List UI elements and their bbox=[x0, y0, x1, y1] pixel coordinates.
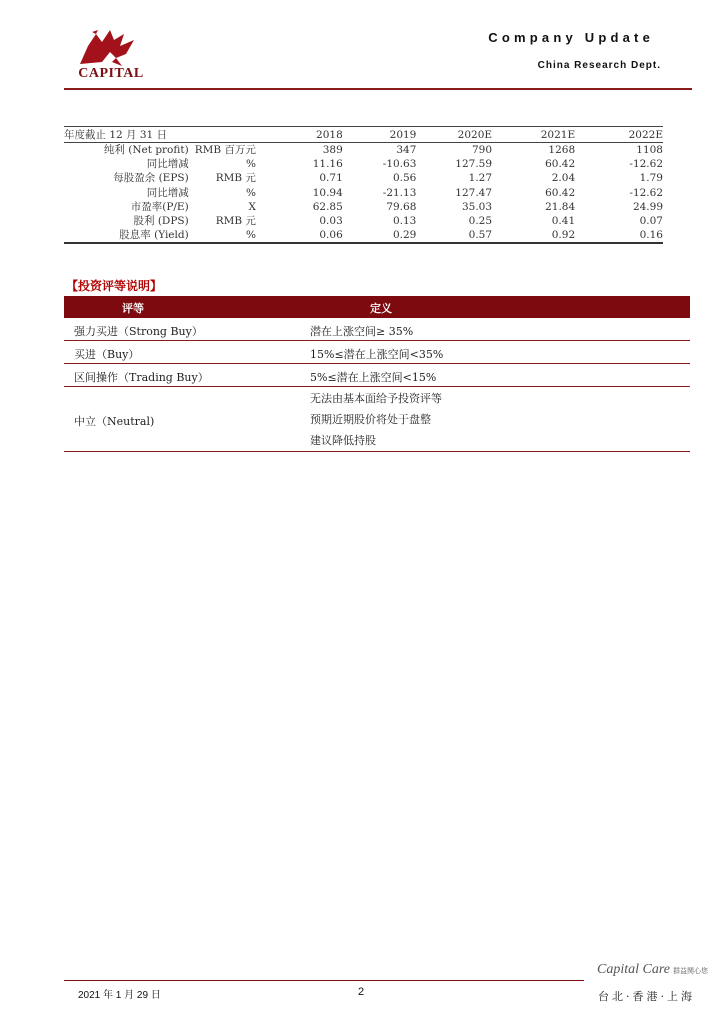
table-cell: 0.41 bbox=[551, 215, 576, 228]
table-cell: 62.85 bbox=[312, 200, 343, 213]
table-cell: -12.62 bbox=[629, 158, 663, 171]
rating-definition: 无法由基本面给予投资评等 bbox=[310, 392, 442, 405]
row-label: 股利 (DPS) bbox=[133, 215, 189, 228]
table-row bbox=[64, 143, 663, 158]
brand-tagline: 群益関心您 bbox=[673, 967, 708, 975]
eagle-logo-icon bbox=[76, 28, 146, 68]
table-cell: 0.92 bbox=[492, 228, 575, 243]
row-unit: RMB 百万元 bbox=[194, 144, 256, 157]
table-cell: 790 bbox=[472, 144, 493, 157]
table-row bbox=[64, 228, 663, 243]
table-row bbox=[64, 157, 663, 171]
table-cell: 1108 bbox=[636, 144, 663, 157]
table-cell: 60.42 bbox=[545, 158, 576, 171]
rating-definition: 潜在上涨空间≥ 35% bbox=[310, 325, 414, 338]
definition-column-header: 定义 bbox=[370, 302, 392, 315]
column-header: 2022E bbox=[575, 127, 663, 143]
row-unit: % bbox=[245, 186, 256, 199]
table-cell: 60.42 bbox=[545, 186, 576, 199]
table-cell: 0.16 bbox=[575, 228, 663, 243]
table-cell: 389 bbox=[322, 144, 343, 157]
table-cell: 1268 bbox=[548, 144, 576, 157]
row-label: 股息率 (Yield) bbox=[64, 228, 195, 243]
row-unit: % bbox=[195, 228, 260, 243]
table-cell: 0.57 bbox=[416, 228, 492, 243]
report-date: 2021 年 1 月 29 日 bbox=[78, 990, 161, 1001]
table-cell: 0.25 bbox=[468, 215, 493, 228]
rating-row bbox=[64, 341, 690, 364]
brand-name: Capital Care bbox=[597, 962, 670, 977]
header-divider bbox=[64, 88, 692, 90]
table-cell: 0.13 bbox=[392, 215, 417, 228]
rating-table-header bbox=[64, 296, 690, 318]
rating-definition: 5%≤潜在上涨空间<15% bbox=[310, 371, 437, 384]
column-header: 2019 bbox=[343, 127, 417, 143]
column-header: 2020E bbox=[416, 127, 492, 143]
table-cell: 0.06 bbox=[260, 228, 343, 243]
rating-row bbox=[64, 318, 690, 341]
table-row bbox=[64, 186, 663, 200]
row-label: 市盈率(P/E) bbox=[130, 200, 189, 213]
logo-text: CAPITAL bbox=[78, 66, 144, 81]
financial-summary-table bbox=[64, 126, 663, 244]
rating-name: 中立（Neutral) bbox=[74, 415, 155, 428]
column-header: 2021E bbox=[492, 127, 575, 143]
row-label: 同比增减 bbox=[146, 186, 189, 199]
table-row bbox=[64, 200, 663, 214]
table-cell: 21.84 bbox=[545, 200, 576, 213]
table-cell: 0.56 bbox=[392, 172, 417, 185]
table-cell: 2.04 bbox=[551, 172, 576, 185]
rating-definition: 建议降低持股 bbox=[310, 434, 376, 447]
rating-name: 强力买进（Strong Buy） bbox=[74, 325, 203, 338]
table-cell: 79.68 bbox=[386, 200, 417, 213]
document-type: Company Update bbox=[488, 30, 654, 45]
table-cell: 11.16 bbox=[312, 158, 343, 171]
table-cell: -12.62 bbox=[629, 186, 663, 199]
page-number: 2 bbox=[358, 986, 365, 998]
table-row bbox=[64, 214, 663, 228]
footer-divider bbox=[64, 980, 584, 981]
row-label: 纯利 (Net profit) bbox=[103, 144, 189, 157]
department: China Research Dept. bbox=[537, 60, 661, 71]
row-unit: RMB 元 bbox=[215, 172, 256, 185]
row-unit: RMB 元 bbox=[215, 215, 256, 228]
row-label: 同比增减 bbox=[146, 158, 189, 171]
rating-definition: 15%≤潜在上涨空间<35% bbox=[310, 348, 444, 361]
rating-name: 区间操作（Trading Buy） bbox=[74, 371, 209, 384]
capital-logo bbox=[66, 28, 156, 84]
row-label: 每股盈余 (EPS) bbox=[113, 172, 189, 185]
row-unit: X bbox=[248, 200, 256, 213]
table-cell: 347 bbox=[396, 144, 417, 157]
rating-name: 买进（Buy） bbox=[74, 348, 140, 361]
table-cell: 127.47 bbox=[455, 186, 493, 199]
table-cell: 24.99 bbox=[632, 200, 663, 213]
table-cell: 0.71 bbox=[319, 172, 343, 185]
table-cell: -21.13 bbox=[382, 186, 417, 199]
column-header: 2018 bbox=[260, 127, 343, 143]
table-cell: 0.03 bbox=[319, 215, 343, 228]
table-cell: 0.29 bbox=[343, 228, 417, 243]
column-header bbox=[195, 127, 260, 143]
table-cell: 1.27 bbox=[468, 172, 493, 185]
office-locations: 台北·香港·上海 bbox=[598, 990, 695, 1003]
table-cell: 127.59 bbox=[455, 158, 493, 171]
rating-row bbox=[64, 387, 690, 452]
capital-care-logo bbox=[597, 962, 708, 978]
rating-row bbox=[64, 364, 690, 387]
table-cell: 10.94 bbox=[312, 186, 343, 199]
table-cell: 0.07 bbox=[639, 215, 663, 228]
table-cell: 1.79 bbox=[639, 172, 663, 185]
table-header-row bbox=[64, 127, 663, 143]
table-row bbox=[64, 171, 663, 185]
table-cell: 35.03 bbox=[461, 200, 493, 213]
row-unit: % bbox=[245, 158, 256, 171]
rating-definition-table bbox=[64, 296, 690, 452]
rating-definition: 预期近期股价将处于盘整 bbox=[310, 413, 431, 426]
column-header: 年度截止 12 月 31 日 bbox=[64, 127, 195, 143]
section-title: 【投资评等说明】 bbox=[66, 279, 163, 293]
rating-column-header: 评等 bbox=[122, 302, 144, 315]
table-cell: -10.63 bbox=[382, 158, 417, 171]
